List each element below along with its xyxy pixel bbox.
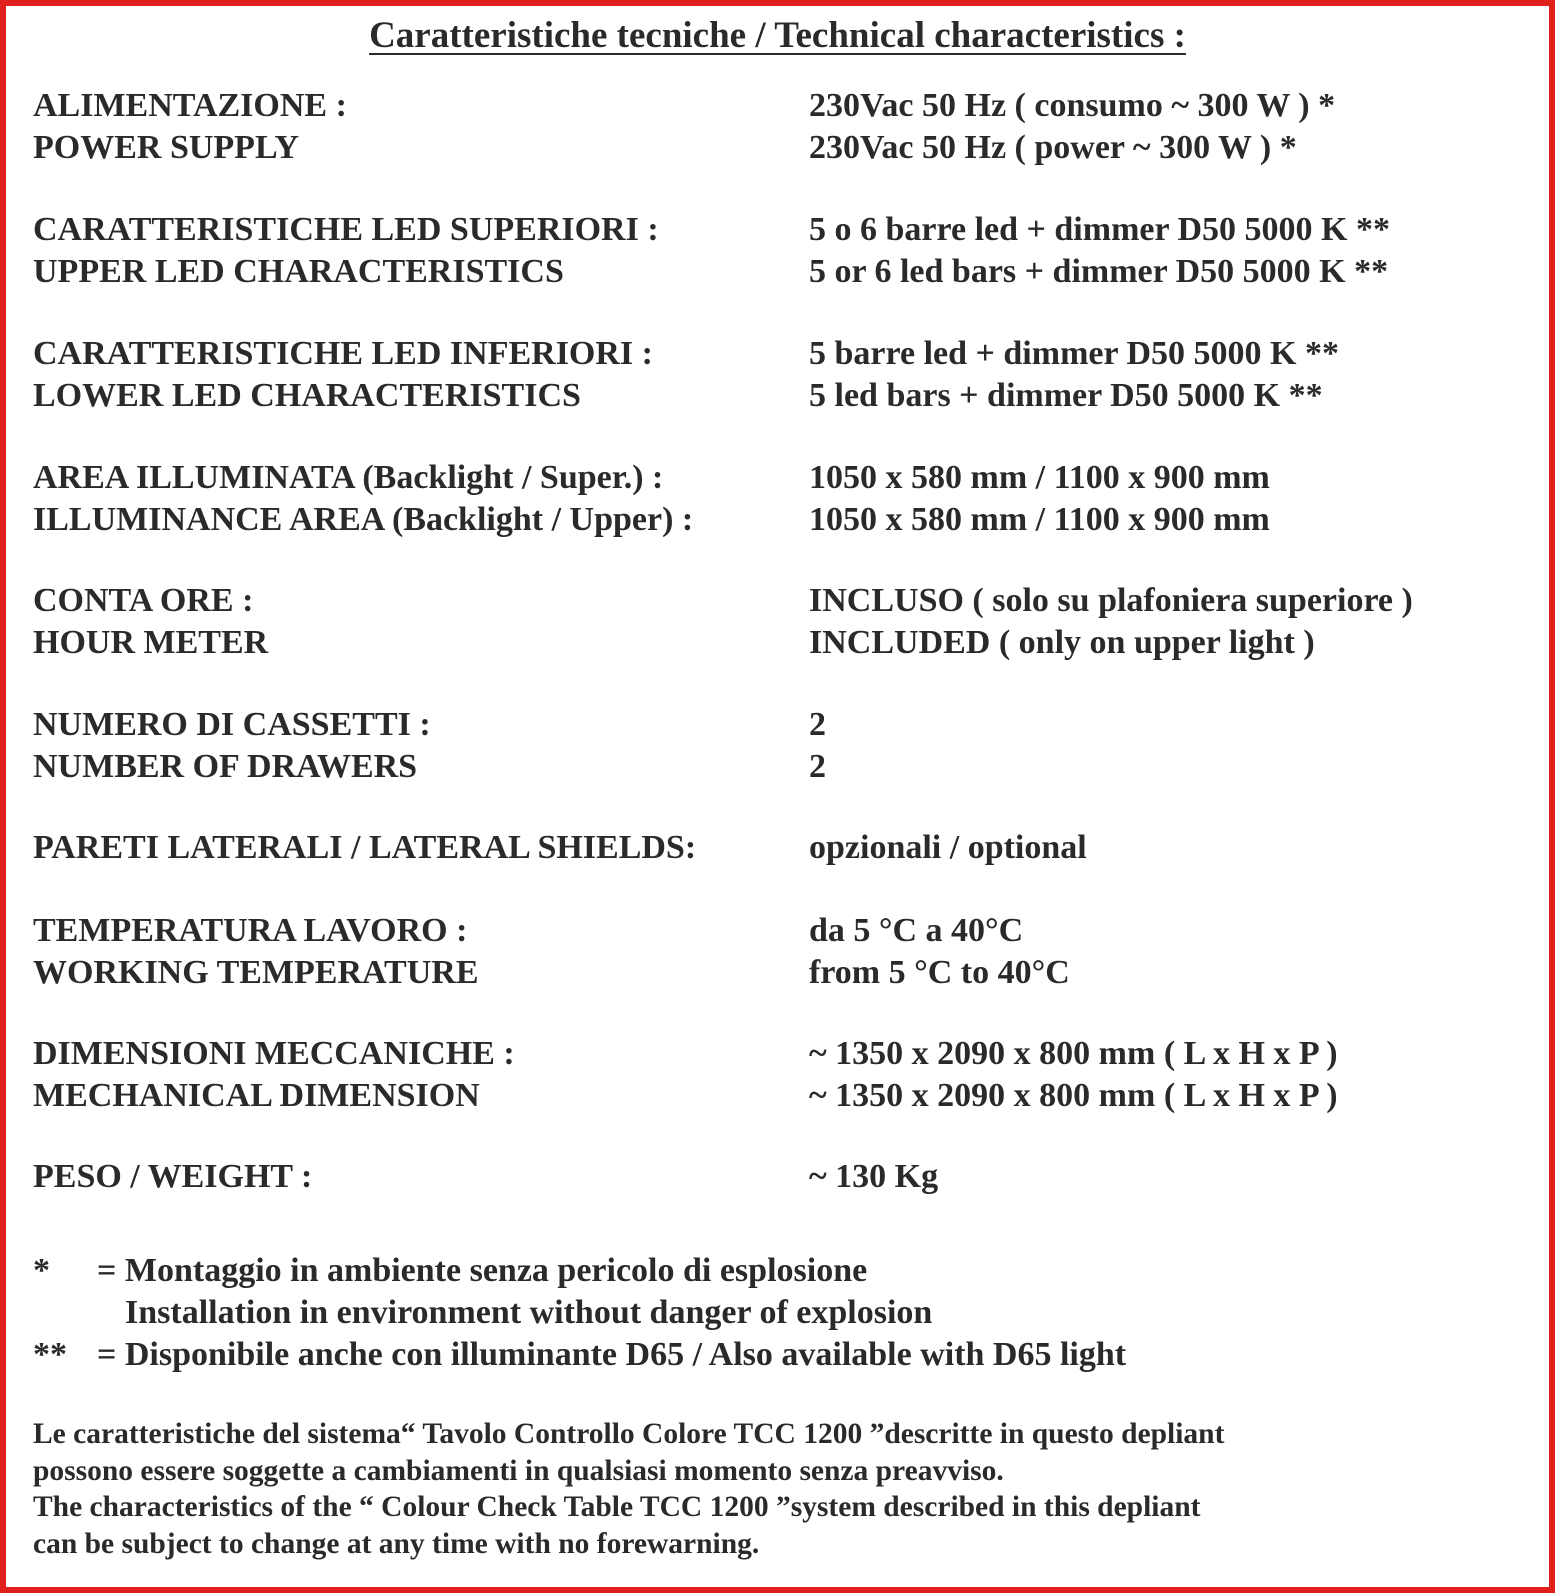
spec-line [33, 499, 1523, 541]
spec-lateral-shields [33, 827, 1523, 869]
spec-power-supply [33, 85, 1523, 168]
spec-label: UPPER LED CHARACTERISTICS [33, 252, 564, 290]
spec-line [33, 1033, 1523, 1075]
spec-value: from 5 °C to 40°C [809, 953, 1070, 991]
spec-lower-led [33, 333, 1523, 416]
spec-line [33, 952, 1523, 994]
spec-label: CONTA ORE : [33, 582, 254, 619]
footnote-text: = Disponibile anche con illuminante D65 / Also available with D65 light [97, 1336, 1127, 1373]
spec-drawers [33, 704, 1523, 787]
disclaimer-line: Le caratteristiche del sistema“ Tavolo Controllo Colore TCC 1200 ”descritte in questo depliant [33, 1418, 1225, 1450]
disclaimer-line: The characteristics of the “ Colour Check Table TCC 1200 ”system described in this depliant [33, 1491, 1201, 1523]
spec-working-temperature [33, 910, 1523, 993]
spec-line [33, 1156, 1523, 1198]
disclaimer [33, 1416, 1523, 1562]
spec-label: POWER SUPPLY [33, 128, 300, 166]
footnote-text: Installation in environment without danger of explosion [125, 1294, 933, 1331]
spec-line [33, 333, 1523, 375]
spec-value: 230Vac 50 Hz ( power ~ 300 W ) * [809, 128, 1297, 166]
disclaimer-line: possono essere soggette a cambiamenti in qualsiasi momento senza preavviso. [33, 1454, 1004, 1487]
spec-value: opzionali / optional [809, 829, 1087, 866]
spec-value: 230Vac 50 Hz ( consumo ~ 300 W ) * [809, 87, 1336, 124]
spec-line [33, 127, 1523, 169]
spec-line [33, 580, 1523, 622]
spec-label: AREA ILLUMINATA (Backlight / Super.) : [33, 459, 664, 496]
spec-line [33, 85, 1523, 127]
spec-line [33, 457, 1523, 499]
spec-value: 5 led bars + dimmer D50 5000 K ** [809, 376, 1323, 414]
spec-weight [33, 1156, 1523, 1198]
spec-value: 1050 x 580 mm / 1100 x 900 mm [809, 500, 1270, 538]
page-title: Caratteristiche tecniche / Technical characteristics : [369, 15, 1186, 56]
spec-label: WORKING TEMPERATURE [33, 953, 479, 991]
spec-label: PESO / WEIGHT : [33, 1158, 313, 1195]
spec-value: 2 [809, 706, 826, 743]
spec-illuminance-area [33, 457, 1523, 540]
spec-line [33, 251, 1523, 293]
spec-value: 5 or 6 led bars + dimmer D50 5000 K ** [809, 252, 1389, 290]
spec-label: LOWER LED CHARACTERISTICS [33, 376, 581, 414]
spec-label: MECHANICAL DIMENSION [33, 1076, 480, 1114]
spec-value: 5 barre led + dimmer D50 5000 K ** [809, 335, 1339, 372]
spec-label: TEMPERATURA LAVORO : [33, 912, 468, 949]
footnote-mark: ** [33, 1336, 67, 1373]
footnotes [33, 1250, 1523, 1376]
spec-label: ALIMENTAZIONE : [33, 87, 347, 124]
spec-label: CARATTERISTICHE LED INFERIORI : [33, 335, 653, 372]
footnote-line [33, 1292, 1523, 1334]
spec-label: NUMERO DI CASSETTI : [33, 706, 431, 743]
spec-value: ~ 130 Kg [809, 1158, 939, 1195]
footnote-line [33, 1334, 1523, 1376]
spec-line [33, 375, 1523, 417]
spec-value: ~ 1350 x 2090 x 800 mm ( L x H x P ) [809, 1035, 1338, 1072]
spec-value: 5 o 6 barre led + dimmer D50 5000 K ** [809, 211, 1390, 248]
spec-label: PARETI LATERALI / LATERAL SHIELDS: [33, 829, 697, 866]
spec-line [33, 209, 1523, 251]
spec-value: 1050 x 580 mm / 1100 x 900 mm [809, 459, 1270, 496]
spec-value: INCLUSO ( solo su plafoniera superiore ) [809, 582, 1413, 619]
spec-line [33, 1075, 1523, 1117]
spec-label: DIMENSIONI MECCANICHE : [33, 1035, 515, 1072]
spec-line [33, 746, 1523, 788]
spec-line [33, 704, 1523, 746]
spec-value: INCLUDED ( only on upper light ) [809, 623, 1315, 661]
spec-mechanical-dimension [33, 1033, 1523, 1116]
spec-line [33, 622, 1523, 664]
spec-value: ~ 1350 x 2090 x 800 mm ( L x H x P ) [809, 1076, 1338, 1114]
spec-hour-meter [33, 580, 1523, 663]
spec-upper-led [33, 209, 1523, 292]
disclaimer-line: can be subject to change at any time with no forewarning. [33, 1527, 760, 1560]
spec-line [33, 827, 1523, 869]
spec-label: HOUR METER [33, 623, 269, 661]
spec-line [33, 910, 1523, 952]
spec-label: NUMBER OF DRAWERS [33, 747, 418, 785]
footnote-line [33, 1250, 1523, 1292]
spec-value: 2 [809, 747, 826, 785]
spec-label: ILLUMINANCE AREA (Backlight / Upper) : [33, 500, 694, 538]
spec-label: CARATTERISTICHE LED SUPERIORI : [33, 211, 659, 248]
footnote-mark: * [33, 1252, 50, 1289]
footnote-text: = Montaggio in ambiente senza pericolo di esplosione [97, 1252, 868, 1289]
spec-value: da 5 °C a 40°C [809, 912, 1024, 949]
